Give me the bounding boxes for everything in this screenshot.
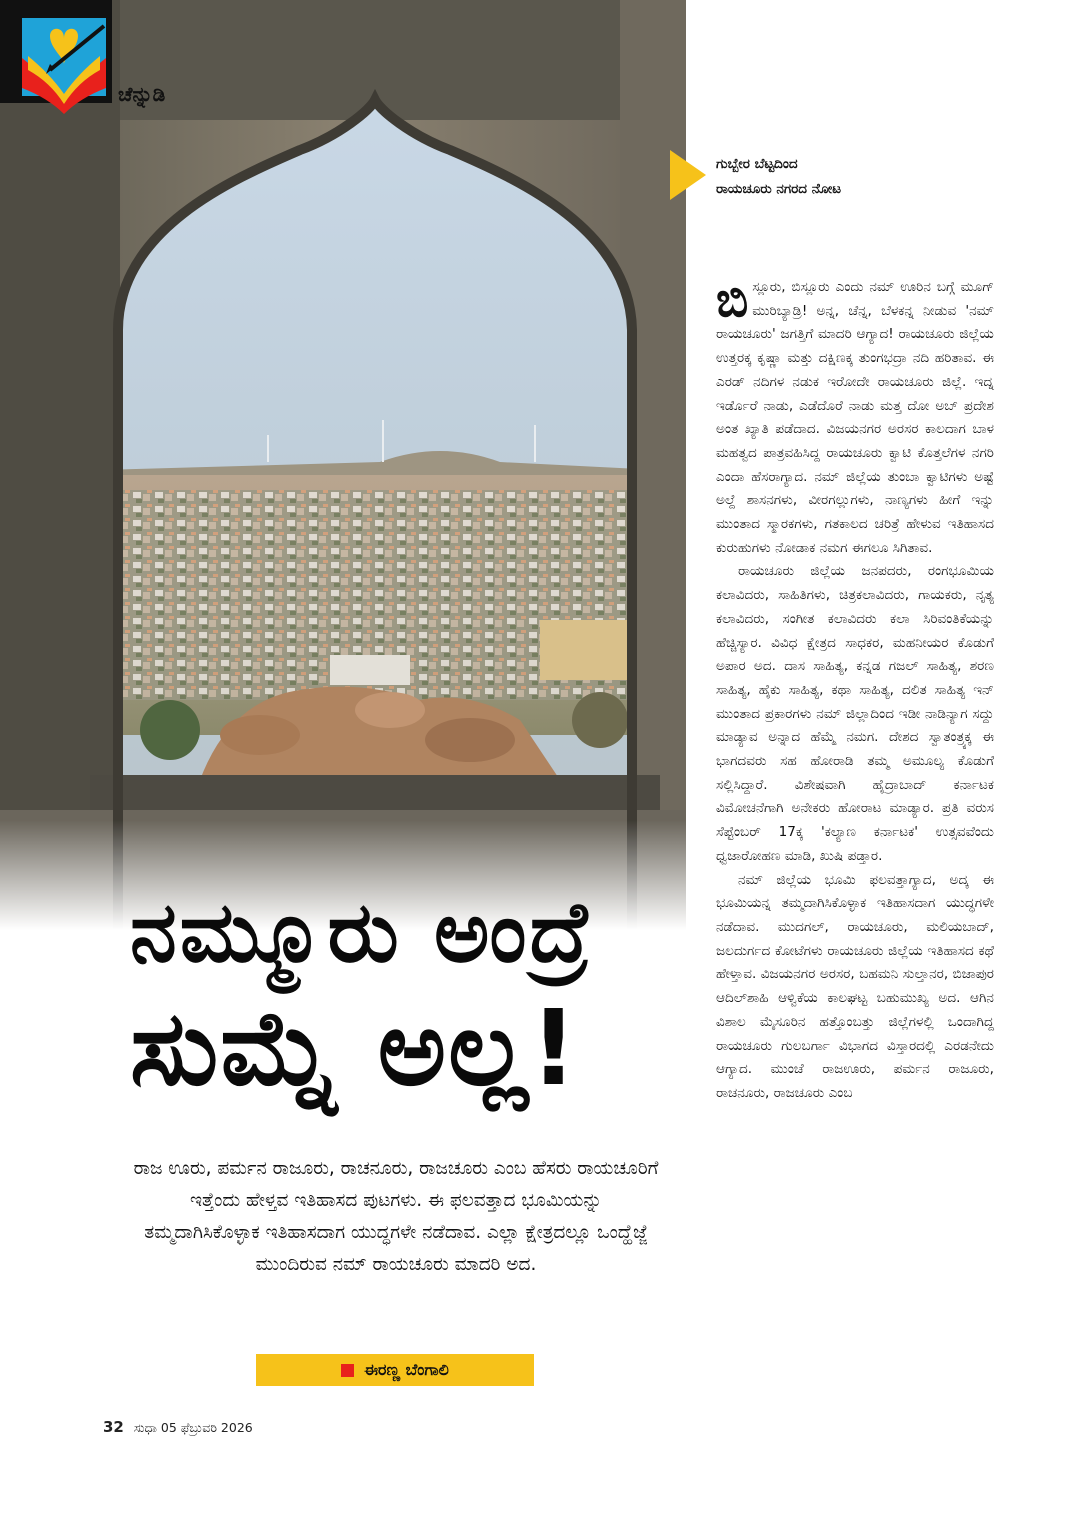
open-book-pen-icon bbox=[20, 18, 108, 114]
author-byline bbox=[256, 1354, 534, 1386]
caption-line: ಗುಬ್ಬೇರ ಬೆಟ್ಟದಿಂದ bbox=[716, 156, 798, 172]
article-summary: ರಾಜ ಊರು, ಪರ್ಮನ ರಾಜೂರು, ರಾಚನೂರು, ರಾಜಚೂರು ಎಂಬ ಹೆಸರು ರಾಯಚೂರಿಗೆ ಇತ್ತೆಂದು ಹೇಳ್ತವ ಇತಿಹಾಸದ ಪುಟಗಳು. ಈ ಫಲವತ್ತಾದ ಭೂಮಿಯನ್ನು ತಮ್ಮದಾಗಿಸಿಕೊಳ್ಳಾಕ ಇತಿಹಾಸದಾಗ ಯುದ್ಧಗಳೇ ನಡೆದಾವ. ಎಲ್ಲಾ ಕ್ಷೇತ್ರದಲ್ಲೂ ಒಂದ್ಹೆಜ್ಜೆ ಮುಂದಿರುವ ನಮ್ ರಾಯಚೂರು ಮಾದರಿ ಅದ. bbox=[133, 1158, 659, 1275]
page-number: 32 bbox=[103, 1418, 124, 1436]
paragraph-text: ಸ್ಲೂರು, ಬಿಸ್ಲೂರು ಎಂದು ನಮ್ ಊರಿನ ಬಗ್ಗೆ ಮೂಗ್ ಮುರಿಬ್ಯಾಡ್ರಿ! ಅನ್ನ, ಚೆನ್ನ, ಬೆಳಕನ್ನ ನೀಡುವ 'ನಮ್ ರಾಯಚೂರು' ಜಗತ್ತಿಗೆ ಮಾದರಿ ಆಗ್ಯಾದ! ರಾಯಚೂರು ಜಿಲ್ಲೆಯ ಉತ್ತರಕ್ಕ ಕೃಷ್ಣಾ ಮತ್ತು ದಕ್ಷಿಣಕ್ಕ ತುಂಗಭದ್ರಾ ನದಿ ಹರಿತಾವ. ಈ ಎರಡ್ ನದಿಗಳ ನಡುಕ ಇರೋದೇ ರಾಯಚೂರು ಜಿಲ್ಲೆ. ಇದ್ನ ಇರ್ಡೊರೆ ನಾಡು, ಎಡೆದೊರೆ ನಾಡು ಮತ್ತ ದೋ ಅಬ್ ಪ್ರದೇಶ ಅಂತ ಖ್ಯಾತಿ ಪಡೆದಾದ. ವಿಜಯನಗರ ಅರಸರ ಕಾಲದಾಗ ಬಾಳ ಮಹತ್ವದ ಪಾತ್ರವಹಿಸಿದ್ದ ರಾಯಚೂರು ಕ್ವಾಟಿ ಕೊತ್ತಲೆಗಳ ನಗರಿ ಎಂದಾ ಹೆಸರಾಗ್ಯಾದ. ನಮ್ ಜಿಲ್ಲೆಯ ತುಂಬಾ ಕ್ವಾಟಿಗಳು ಅಷ್ಟೆ ಅಲ್ದೆ ಶಾಸನಗಳು, ವೀರಗಲ್ಲುಗಳು, ನಾಣ್ಯಗಳು ಹೀಗೆ ಇನ್ನು ಮುಂತಾದ ಸ್ಮಾರಕಗಳು, ಗತಕಾಲದ ಚರಿತ್ರೆ ಹೇಳುವ ಇತಿಹಾಸದ ಕುರುಹುಗಳು ನೋಡಾಕ ನಮಗ ಈಗಲೂ ಸಿಗಿತಾವ. bbox=[716, 279, 994, 556]
bullet-square-icon bbox=[341, 1364, 354, 1377]
fort-arch-photo bbox=[0, 0, 686, 930]
article-headline bbox=[130, 882, 670, 1114]
article-paragraph: ನಮ್ ಜಿಲ್ಲೆಯ ಭೂಮಿ ಫಲವತ್ತಾಗ್ಯಾದ, ಅದ್ಕ ಈ ಭೂಮಿಯನ್ನ ತಮ್ಮದಾಗಿಸಿಕೊಳ್ಳಾಕ ಇತಿಹಾಸದಾಗ ಯುದ್ಧಗಳೇ ನಡೆದಾವ. ಮುದಗಲ್, ರಾಯಚೂರು, ಮಲಿಯಬಾದ್, ಜಲದುರ್ಗದ ಕೋಟೆಗಳು ರಾಯಚೂರು ಜಿಲ್ಲೆಯ ಇತಿಹಾಸದ ಕಥೆ ಹೇಳ್ತಾವ. ವಿಜಯನಗರ ಅರಸರ, ಬಹಮನಿ ಸುಲ್ತಾನರ, ಬಿಜಾಪುರ ಆದಿಲ್‌ಶಾಹಿ ಆಳ್ವಿಕೆಯ ಕಾಲಘಟ್ಟ ಬಹುಮುಖ್ಯ ಅದ. ಆಗಿನ ವಿಶಾಲ ಮೈಸೂರಿನ ಹತ್ತೊಂಬತ್ತು ಜಿಲ್ಲೆಗಳಲ್ಲಿ ಒಂದಾಗಿದ್ದ ರಾಯಚೂರು ಗುಲಬರ್ಗಾ ವಿಭಾಗದ ವಿಸ್ತಾರದಲ್ಲಿ ಎರಡನೇದು ಆಗ್ಯಾದ. ಮುಂಚೆ ರಾಜಊರು, ಪರ್ಮನ ರಾಜೂರು, ರಾಚನೂರು, ರಾಜಚೂರು ಎಂಬ bbox=[716, 871, 994, 1101]
drop-cap: ಬಿ bbox=[716, 272, 749, 328]
page-footer bbox=[103, 1418, 253, 1436]
author-name: ಈರಣ್ಣ ಬೆಂಗಾಲಿ bbox=[364, 1360, 449, 1379]
issue-info: ಸುಧಾ 05 ಫೆಬ್ರುವರಿ 2026 bbox=[133, 1420, 253, 1435]
article-paragraph: ರಾಯಚೂರು ಜಿಲ್ಲೆಯ ಜನಪದರು, ರಂಗಭೂಮಿಯ ಕಲಾವಿದರು, ಸಾಹಿತಿಗಳು, ಚಿತ್ರಕಲಾವಿದರು, ಗಾಯಕರು, ನೃತ್ಯ ಕಲಾವಿದರು, ಸಂಗೀತ ಕಲಾವಿದರು ಕಲಾ ಸಿರಿವಂತಿಕೆಯನ್ನು ಹೆಚ್ಚಿಸ್ಯಾರ. ವಿವಿಧ ಕ್ಷೇತ್ರದ ಸಾಧಕರ, ಮಹನೀಯರ ಕೊಡುಗೆ ಅಪಾರ ಅದ. ದಾಸ ಸಾಹಿತ್ಯ, ಕನ್ನಡ ಗಜಲ್ ಸಾಹಿತ್ಯ, ಶರಣ ಸಾಹಿತ್ಯ, ಹೈಕು ಸಾಹಿತ್ಯ, ಕಥಾ ಸಾಹಿತ್ಯ, ದಲಿತ ಸಾಹಿತ್ಯ ಇನ್ ಮುಂತಾದ ಪ್ರಕಾರಗಳು ನಮ್ ಜಿಲ್ಲಾದಿಂದ ಇಡೀ ನಾಡಿನ್ಯಾಗ ಸದ್ದು ಮಾಡ್ಯಾವ ಅನ್ನಾದ ಹೆಮ್ಮೆ ನಮಗ. ದೇಶದ ಸ್ವಾತಂತ್ರ್ಯಕ್ಕ ಈ ಭಾಗದವರು ಸಹ ಹೋರಾಡಿ ತಮ್ಮ ಅಮೂಲ್ಯ ಕೊಡುಗೆ ಸಲ್ಲಿಸಿದ್ದಾರೆ. ವಿಶೇಷವಾಗಿ ಹೈದ್ರಾಬಾದ್ ಕರ್ನಾಟಕ ವಿಮೋಚನೆಗಾಗಿ ಅನೇಕರು ಹೋರಾಟ ಮಾಡ್ಯಾರ. ಪ್ರತಿ ವರುಸ ಸೆಪ್ಟೆಂಬರ್ 17ಕ್ಕ 'ಕಲ್ಯಾಣ ಕರ್ನಾಟಕ' ಉತ್ಸವವೆಂದು ಧ್ವಜಾರೋಹಣ ಮಾಡಿ, ಖುಷಿ ಪಡ್ತಾರ. bbox=[716, 563, 994, 864]
fort-arch-cityscape-photo bbox=[0, 0, 686, 930]
section-label: ಚೆನ್ನುಡಿ bbox=[118, 82, 166, 106]
article-body bbox=[716, 272, 994, 1106]
headline-line-1: ನಮ್ಮೂರು ಅಂದ್ರೆ bbox=[130, 883, 594, 981]
article-paragraph bbox=[716, 272, 994, 560]
photo-caption bbox=[716, 152, 1056, 202]
caption-line: ರಾಯಚೂರು ನಗರದ ನೋಟ bbox=[716, 181, 842, 197]
caption-arrow-icon bbox=[670, 150, 706, 200]
headline-line-2: ಸುಮ್ನೆ ಅಲ್ಲ! bbox=[130, 987, 580, 1109]
